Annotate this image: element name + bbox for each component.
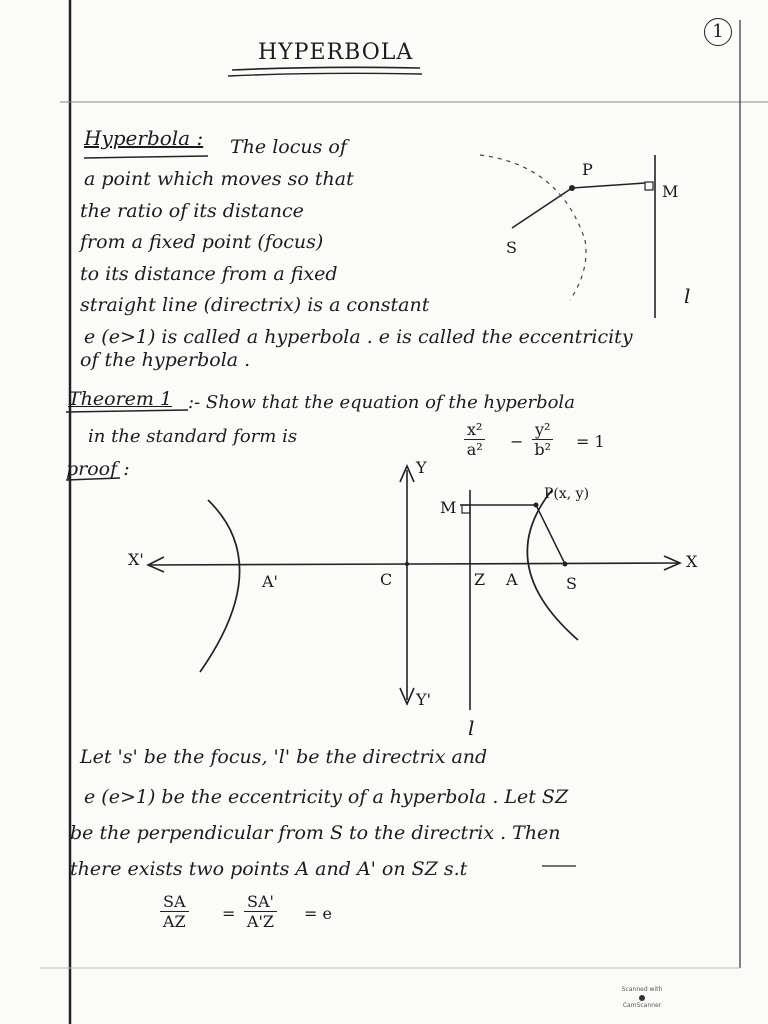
- fig1-label-l: l: [684, 284, 691, 308]
- definition-line-4: from a fixed point (focus): [80, 231, 324, 253]
- proof-line-4: there exists two points A and A' on SZ s.t: [70, 858, 468, 880]
- ratio-1-fraction: [160, 892, 189, 931]
- fig1-curve-top: [480, 155, 585, 240]
- theorem-heading: Theorem 1: [68, 388, 173, 410]
- fig1-sp-line: [512, 188, 572, 228]
- proof-line-2: e (e>1) be the eccentricity of a hyperbola . Let SZ: [84, 786, 569, 808]
- equation-x-denominator: a²: [466, 440, 483, 459]
- heading-underline: [84, 156, 208, 158]
- scanner-badge: [620, 986, 664, 1012]
- fig1-curve-bottom: [570, 240, 586, 300]
- proof-line-3: be the perpendicular from S to the directrix . Then: [70, 822, 561, 844]
- fig1-right-angle: [645, 182, 653, 190]
- title-underline-1: [232, 67, 420, 70]
- equation-x-fraction: [464, 420, 485, 459]
- definition-line-5: to its distance from a fixed: [80, 263, 338, 285]
- fig2-label-m: M: [440, 498, 457, 517]
- figure-2: [148, 466, 680, 710]
- definition-line-2: a point which moves so that: [84, 168, 354, 190]
- equation-rhs: = 1: [576, 432, 605, 451]
- equation-minus: −: [510, 432, 524, 451]
- fig2-label-l: l: [468, 716, 475, 740]
- equation-y-numerator: y²: [532, 420, 553, 440]
- theorem-line-1: :- Show that the equation of the hyperbola: [188, 392, 575, 413]
- fig2-x-axis: [150, 563, 678, 565]
- definition-line-7: e (e>1) is called a hyperbola . e is called the eccentricity: [84, 326, 633, 348]
- fig2-label-a: A: [506, 570, 518, 589]
- ratio-2-fraction: [244, 892, 277, 931]
- fig2-left-branch: [200, 500, 240, 672]
- equation-x-numerator: x²: [464, 420, 485, 440]
- fig2-label-y-neg: Y': [416, 690, 431, 709]
- fig2-point-c: [405, 562, 409, 566]
- fig2-point-p: [534, 503, 539, 508]
- fig2-right-branch: [527, 490, 578, 640]
- fig2-point-s: [563, 562, 568, 567]
- fig2-label-z: Z: [474, 570, 486, 589]
- equation-y-denominator: b²: [534, 440, 552, 459]
- definition-line-6: straight line (directrix) is a constant: [80, 294, 430, 316]
- ratio-2-numerator: SA': [244, 892, 277, 912]
- definition-line-3: the ratio of its distance: [80, 200, 304, 222]
- ratio-1-numerator: SA: [160, 892, 189, 912]
- fig1-point-p: [569, 185, 575, 191]
- fig1-label-m: M: [662, 182, 679, 201]
- fig2-label-p: P(x, y): [544, 486, 590, 502]
- page-number: 1: [704, 18, 732, 46]
- theorem-underline: [66, 410, 188, 412]
- fig1-label-s: S: [506, 238, 517, 257]
- fig1-pm-line: [572, 183, 645, 188]
- definition-line-8: of the hyperbola .: [80, 349, 251, 371]
- equation-y-fraction: [532, 420, 553, 459]
- proof-heading: proof :: [66, 458, 130, 480]
- fig2-label-x-neg: X': [128, 550, 144, 569]
- fig2-label-y: Y: [416, 458, 427, 477]
- scanner-logo-icon: [639, 995, 645, 1001]
- scanner-text-1: Scanned with: [621, 986, 663, 993]
- proof-line-1: Let 's' be the focus, 'l' be the directrix and: [80, 746, 488, 768]
- definition-line-1: The locus of: [230, 136, 347, 158]
- fig2-ps-line: [536, 505, 565, 564]
- figure-1: [480, 155, 655, 318]
- ratio-2-denominator: A'Z: [246, 912, 274, 931]
- fig2-label-s: S: [566, 574, 577, 593]
- fig2-label-c: C: [380, 570, 393, 589]
- ratio-1-denominator: AZ: [162, 912, 186, 931]
- scanner-text-2: CamScanner: [622, 1002, 662, 1009]
- fig1-label-p: P: [582, 160, 593, 179]
- page-title: HYPERBOLA: [258, 40, 414, 65]
- definition-heading: Hyperbola :: [84, 126, 204, 150]
- fig2-label-a-prime: A': [262, 572, 278, 591]
- theorem-line-2: in the standard form is: [88, 426, 298, 447]
- ratio-rhs: = e: [304, 904, 332, 923]
- fig2-label-x: X: [686, 552, 698, 571]
- title-underline-2: [228, 73, 422, 76]
- ratio-equals: =: [222, 904, 236, 923]
- fig2-right-angle: [462, 505, 470, 513]
